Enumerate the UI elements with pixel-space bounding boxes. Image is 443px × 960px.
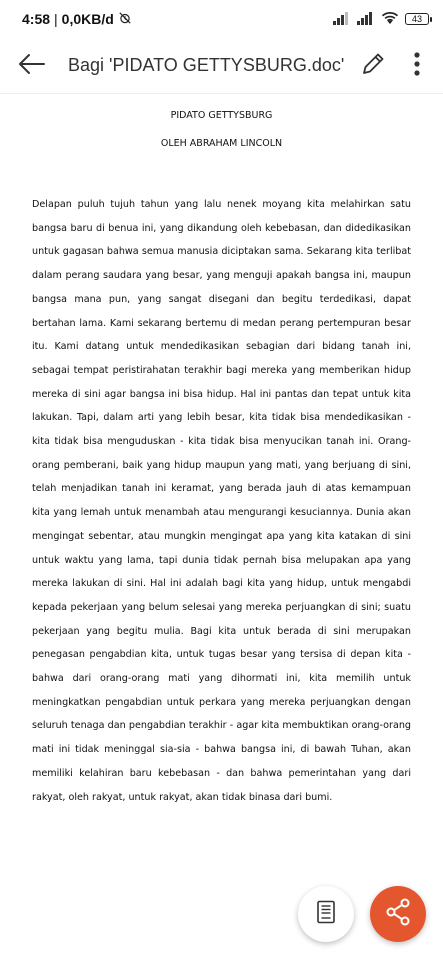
network-speed: 0,0KB/d: [61, 11, 114, 27]
wifi-icon: [381, 10, 399, 29]
document-author: OLEH ABRAHAM LINCOLN: [160, 138, 283, 149]
more-vert-icon: [414, 52, 420, 80]
document-title: PIDATO GETTYSBURG: [170, 110, 273, 121]
more-options-button[interactable]: [397, 38, 437, 94]
signal-icon: [333, 10, 351, 29]
status-time: 4:58: [22, 11, 51, 27]
pencil-icon: [360, 51, 386, 81]
arrow-left-icon: [18, 53, 46, 79]
share-button[interactable]: [370, 886, 426, 942]
battery-level: 43: [411, 14, 422, 24]
edit-button[interactable]: [349, 38, 397, 94]
reader-mode-button[interactable]: [298, 886, 354, 942]
status-bar: [0, 0, 443, 38]
status-separator: |: [54, 11, 58, 27]
share-icon: [385, 898, 411, 930]
document-preview: [0, 96, 443, 809]
reader-mode-icon: [316, 900, 336, 928]
signal-icon-2: [357, 10, 375, 29]
alarm-off-icon: [118, 11, 132, 28]
battery-icon: [405, 13, 429, 25]
document-body: Delapan puluh tujuh tahun yang lalu nenek moyang kita melahirkan satu bangsa baru di benua ini, yang dikandung oleh kebebasan, dan didedikasikan untuk gagasan bahwa semua manusia diciptakan sama. Sekarang kita terlibat dalam perang saudara yang besar, yang menguji apakah bangsa ini, maupun bangsa mana pun, yang sangat disegani dan begitu terdedikasi, dapat bertahan lama. Kami sekarang bertemu di medan perang pertempuran besar itu. Kami datang untuk mendedikasikan sebagian dari bidang tanah ini, sebagai tempat peristirahatan terakhir bagi mereka yang memberikan hidup mereka di sini agar bangsa ini bisa hidup. Hal ini pantas dan tepat untuk kita lakukan. Tapi, dalam arti yang lebih besar, kita tidak bisa mendedikasikan - kita tidak bisa menguduskan - kita tidak bisa menyucikan tanah ini. Orang-orang pemberani, baik yang hidup maupun yang mati, yang berjuang di sini, telah menjadikan tanah ini keramat, yang berada jauh di atas kemampuan kita yang lemah untuk menambah atau mengurangi kesuciannya. Dunia akan mengingat sebentar, atau mungkin mengingat apa yang kita katakan di sini untuk waktu yang lama, tapi dunia tidak pernah bisa melupakan apa yang mereka lakukan di sini. Hal ini adalah bagi kita yang hidup, untuk mengabdi kepada pekerjaan yang belum selesai yang mereka perjuangkan di sini; suatu pekerjaan yang begitu mulia. Bagi kita untuk berada di sini merupakan penegasan pengabdian kita, untuk tugas besar yang tersisa di depan kita - bahwa dari orang-orang mati yang dihormati ini, kita memilih untuk meningkatkan pengabdian untuk perkara yang mereka perjuangkan dengan seluruh tenaga dan pengabdian terakhir - agar kita membuktikan orang-orang mati ini tidak meninggal sia-sia - bahwa bangsa ini, di bawah Tuhan, akan memiliki kelahiran baru kebebasan - dan bahwa pemerintahan yang dari rakyat, oleh rakyat, untuk rakyat, akan tidak binasa dari bumi.: [32, 199, 411, 803]
app-bar: [0, 38, 443, 94]
share-title: Bagi 'PIDATO GETTYSBURG.doc': [68, 55, 345, 75]
back-button[interactable]: [0, 38, 64, 94]
